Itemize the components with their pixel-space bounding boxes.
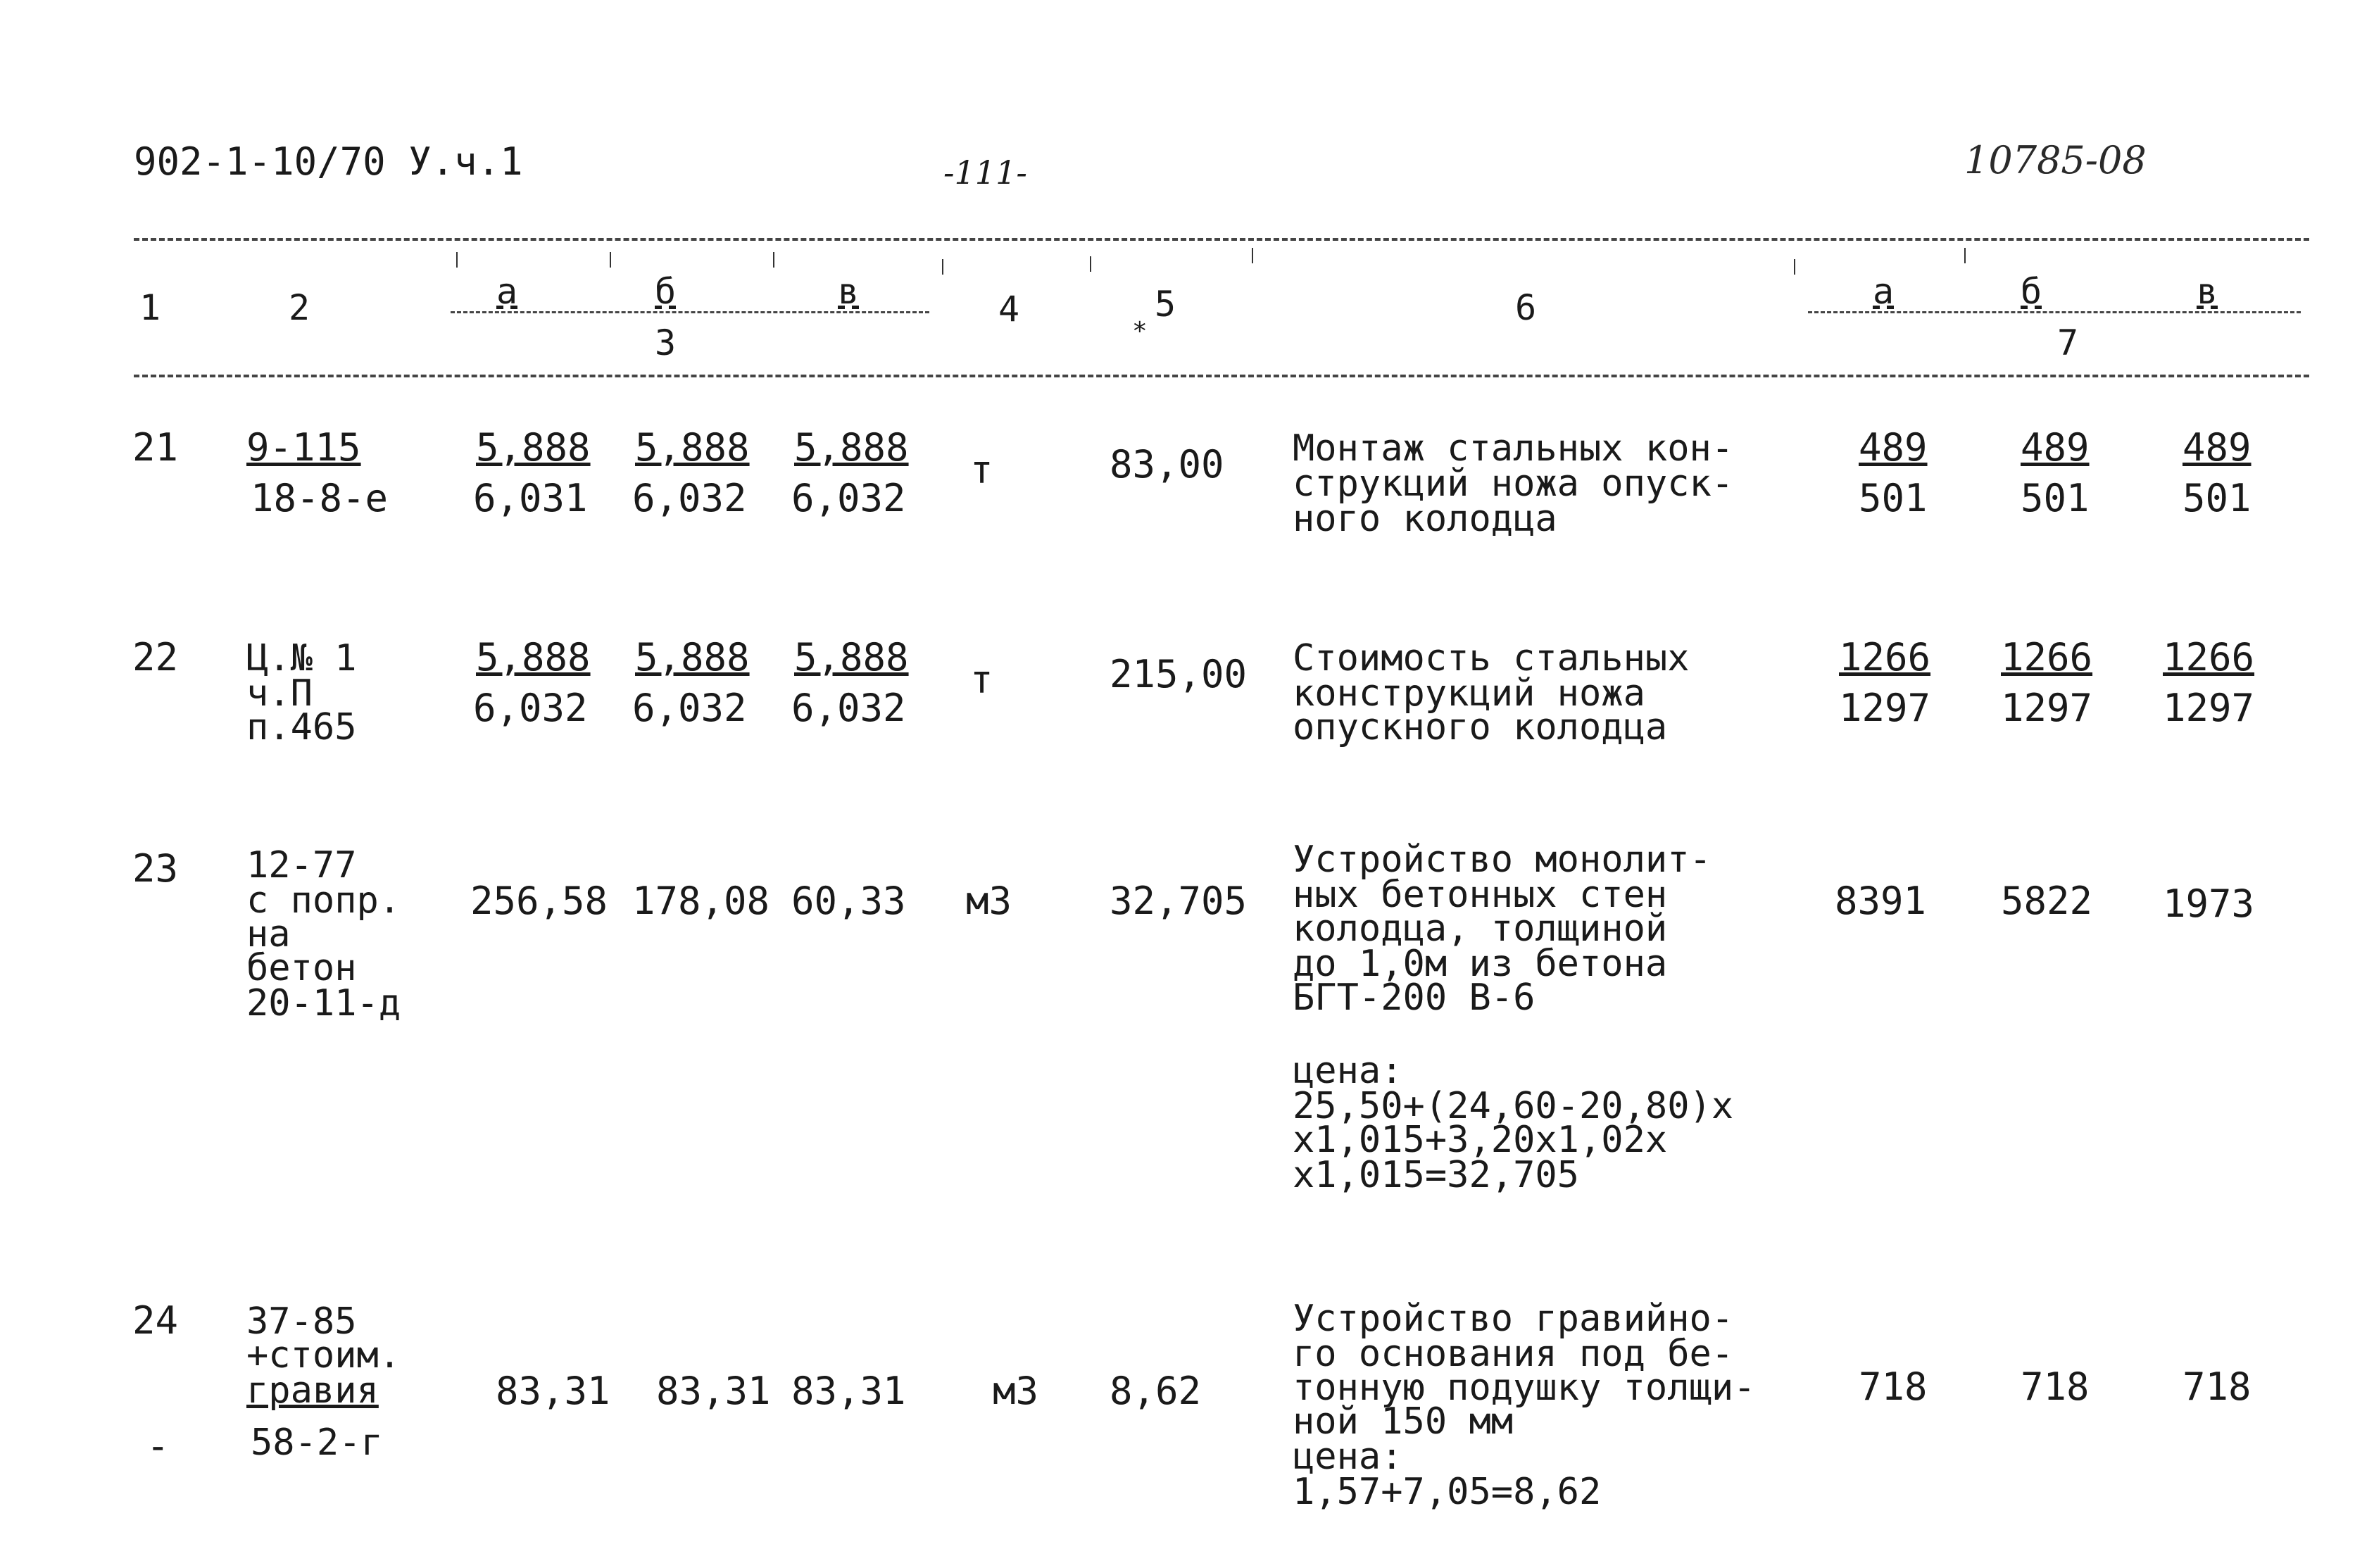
page-number: -111- bbox=[943, 153, 1027, 192]
row-21-code-line1: 9-115 bbox=[246, 425, 361, 470]
row-22-7b-top: 1266 bbox=[2001, 635, 2093, 679]
row-22-7b-bottom: 1297 bbox=[2001, 686, 2093, 730]
column-5-header: 5 bbox=[1155, 284, 1176, 325]
row-22-desc-line2: конструкций ножа bbox=[1293, 672, 1645, 715]
row-23-3a: 256,58 bbox=[470, 879, 608, 923]
column-3-header: 3 bbox=[655, 322, 677, 363]
row-21-3v-top: 5,888 bbox=[794, 425, 909, 470]
column-7-subrule bbox=[1808, 311, 2301, 313]
row-24-desc-line1: Устройство гравийно- bbox=[1293, 1298, 1734, 1340]
row-22-3b-bottom: 6,032 bbox=[632, 686, 747, 730]
row-22-7v-bottom: 1297 bbox=[2163, 686, 2255, 730]
row-24-price: 8,62 bbox=[1110, 1369, 1202, 1413]
column-tick bbox=[1794, 259, 1795, 275]
column-6-header: 6 bbox=[1515, 287, 1537, 328]
row-21-desc-line3: ного колодца bbox=[1293, 498, 1557, 540]
row-23-desc-line1: Устройство монолит- bbox=[1293, 839, 1712, 881]
row-22-7a-bottom: 1297 bbox=[1839, 686, 1931, 730]
row-23-7a: 8391 bbox=[1835, 879, 1927, 923]
row-24-7v: 718 bbox=[2183, 1365, 2251, 1409]
row-23-number: 23 bbox=[132, 846, 179, 891]
row-24-code-line3: гравия bbox=[246, 1369, 379, 1412]
row-23-7b: 5822 bbox=[2001, 879, 2093, 923]
row-21-7a-bottom: 501 bbox=[1859, 476, 1928, 520]
row-21-3a-bottom: 6,031 bbox=[473, 476, 588, 520]
row-23-calc-line2: 25,50+(24,60-20,80)х bbox=[1293, 1085, 1734, 1127]
row-22-number: 22 bbox=[132, 635, 179, 679]
column-2-header: 2 bbox=[289, 287, 310, 328]
row-22-3a-top: 5,888 bbox=[476, 635, 591, 679]
row-23-3v: 60,33 bbox=[791, 879, 906, 923]
row-22-price: 215,00 bbox=[1110, 652, 1248, 696]
row-23-desc-line3: колодца, толщиной bbox=[1293, 908, 1668, 950]
row-24-code-line1: 37-85 bbox=[246, 1300, 357, 1343]
column-7v-header: в bbox=[2197, 271, 2218, 312]
row-23-code-line3: на bbox=[246, 913, 291, 955]
row-24-unit: м3 bbox=[993, 1369, 1039, 1413]
row-23-code-line2: с попр. bbox=[246, 879, 401, 922]
row-23-price: 32,705 bbox=[1110, 879, 1248, 923]
row-21-3b-top: 5,888 bbox=[635, 425, 750, 470]
column-7b-header: б bbox=[2021, 271, 2042, 312]
row-23-code-line4: бетон bbox=[246, 947, 357, 989]
row-21-7b-bottom: 501 bbox=[2021, 476, 2090, 520]
row-21-desc-line1: Монтаж стальных кон- bbox=[1293, 427, 1734, 470]
row-22-desc-line3: опускного колодца bbox=[1293, 706, 1668, 748]
row-22-3b-top: 5,888 bbox=[635, 635, 750, 679]
row-24-calc-line1: цена: bbox=[1293, 1436, 1403, 1478]
row-21-7v-bottom: 501 bbox=[2183, 476, 2251, 520]
column-7-header: 7 bbox=[2057, 322, 2079, 363]
row-21-7b-top: 489 bbox=[2021, 425, 2090, 470]
row-22-code-line3: п.465 bbox=[246, 706, 357, 748]
row-24-3v: 83,31 bbox=[791, 1369, 906, 1413]
row-22-7a-top: 1266 bbox=[1839, 635, 1931, 679]
row-23-desc-line5: БГТ-200 В-6 bbox=[1293, 977, 1535, 1019]
row-24-3a: 83,31 bbox=[496, 1369, 610, 1413]
archive-number: 10785-08 bbox=[1964, 138, 2147, 182]
column-tick bbox=[456, 252, 458, 268]
row-22-3v-bottom: 6,032 bbox=[791, 686, 906, 730]
column-tick bbox=[610, 252, 611, 268]
row-22-3v-top: 5,888 bbox=[794, 635, 909, 679]
row-22-code-line1: Ц.№ 1 bbox=[246, 637, 357, 679]
row-24-3b: 83,31 bbox=[656, 1369, 771, 1413]
row-23-calc-line4: х1,015=32,705 bbox=[1293, 1154, 1579, 1196]
row-21-code-line2: 18-8-е bbox=[251, 476, 389, 520]
row-24-dash-mark: - bbox=[146, 1424, 170, 1468]
header-bottom-rule bbox=[134, 375, 2309, 377]
row-24-desc-line3: тонную подушку толщи- bbox=[1293, 1367, 1756, 1409]
row-22-7v-top: 1266 bbox=[2163, 635, 2255, 679]
document-code: 902-1-10/70 У.ч.1 bbox=[134, 139, 523, 184]
row-23-7v: 1973 bbox=[2163, 882, 2255, 926]
row-24-7a: 718 bbox=[1859, 1365, 1928, 1409]
row-23-desc-line4: до 1,0м из бетона bbox=[1293, 943, 1668, 985]
column-7a-header: а bbox=[1873, 271, 1895, 312]
row-24-number: 24 bbox=[132, 1298, 179, 1343]
row-22-unit: т bbox=[970, 658, 993, 702]
column-3a-header: а bbox=[496, 271, 518, 312]
row-22-desc-line1: Стоимость стальных bbox=[1293, 637, 1690, 679]
row-21-3v-bottom: 6,032 bbox=[791, 476, 906, 520]
row-24-7b: 718 bbox=[2021, 1365, 2090, 1409]
column-tick bbox=[773, 252, 774, 268]
row-21-unit: т bbox=[970, 448, 993, 492]
row-23-calc-line1: цена: bbox=[1293, 1050, 1403, 1092]
row-21-3b-bottom: 6,032 bbox=[632, 476, 747, 520]
row-21-7a-top: 489 bbox=[1859, 425, 1928, 470]
row-23-3b: 178,08 bbox=[632, 879, 770, 923]
column-5-mark: * bbox=[1132, 317, 1148, 346]
row-21-7v-top: 489 bbox=[2183, 425, 2251, 470]
row-22-3a-bottom: 6,032 bbox=[473, 686, 588, 730]
row-21-number: 21 bbox=[132, 425, 179, 470]
column-tick bbox=[1252, 248, 1253, 263]
column-1-header: 1 bbox=[139, 287, 161, 328]
column-tick bbox=[942, 259, 943, 275]
row-21-3a-top: 5,888 bbox=[476, 425, 591, 470]
row-24-desc-line4: ной 150 мм bbox=[1293, 1400, 1514, 1443]
row-23-calc-line3: х1,015+3,20х1,02х bbox=[1293, 1119, 1668, 1161]
column-4-header: 4 bbox=[998, 289, 1020, 330]
row-23-code-line1: 12-77 bbox=[246, 844, 357, 886]
column-3-subrule bbox=[451, 311, 929, 313]
row-24-calc-line2: 1,57+7,05=8,62 bbox=[1293, 1471, 1602, 1513]
row-24-code-line2: +стоим. bbox=[246, 1334, 401, 1376]
column-3b-header: б bbox=[655, 271, 677, 312]
row-23-desc-line2: ных бетонных стен bbox=[1293, 874, 1668, 916]
row-21-price: 83,00 bbox=[1110, 442, 1224, 487]
column-tick bbox=[1964, 248, 1966, 263]
column-tick bbox=[1090, 256, 1091, 272]
column-3v-header: в bbox=[838, 271, 860, 312]
header-top-rule bbox=[134, 238, 2309, 241]
row-24-code-line4: 58-2-г bbox=[251, 1422, 383, 1464]
row-23-unit: м3 bbox=[966, 879, 1012, 923]
row-24-desc-line2: го основания под бе- bbox=[1293, 1333, 1734, 1375]
row-23-code-line5: 20-11-д bbox=[246, 982, 401, 1024]
row-21-desc-line2: струкций ножа опуск- bbox=[1293, 463, 1734, 505]
row-22-code-line2: ч.П bbox=[246, 672, 313, 715]
